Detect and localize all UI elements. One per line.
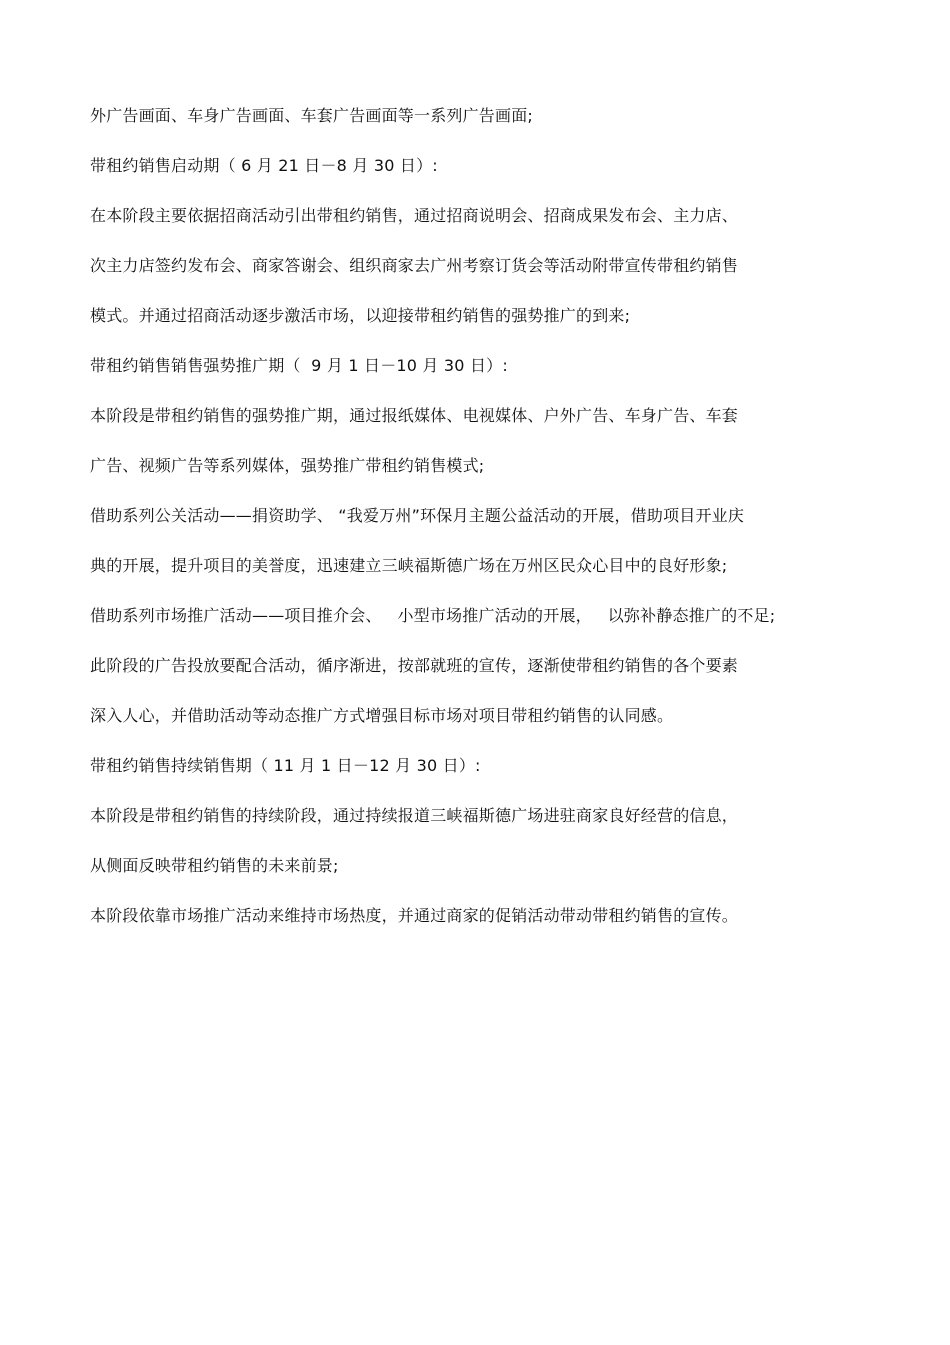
paragraph-line: 本阶段是带租约销售的强势推广期，通过报纸媒体、电视媒体、户外广告、车身广告、车套 xyxy=(90,406,739,425)
paragraph-line: 在本阶段主要依据招商活动引出带租约销售，通过招商说明会、招商成果发布会、主力店、 xyxy=(90,206,739,225)
section-heading-sustained-phase: 带租约销售持续销售期（ 11 月 1 日－12 月 30 日）: xyxy=(90,756,481,775)
paragraph-line: 借助系列市场推广活动——项目推介会、 小型市场推广活动的开展， 以弥补静态推广的不足; xyxy=(90,606,776,625)
paragraph-line: 借助系列公关活动——捐资助学、 “我爱万州”环保月主题公益活动的开展，借助项目开业庆 xyxy=(90,506,745,525)
paragraph-line: 此阶段的广告投放要配合活动，循序渐进，按部就班的宣传，逐渐使带租约销售的各个要素 xyxy=(90,656,739,675)
paragraph-line: 本阶段是带租约销售的持续阶段，通过持续报道三峡福斯德广场进驻商家良好经营的信息， xyxy=(90,806,739,825)
paragraph-line: 广告、视频广告等系列媒体，强势推广带租约销售模式; xyxy=(90,456,485,475)
section-heading-promotion-phase: 带租约销售销售强势推广期（ 9 月 1 日－10 月 30 日）: xyxy=(90,356,508,375)
paragraph-line: 模式。并通过招商活动逐步激活市场，以迎接带租约销售的强势推广的到来; xyxy=(90,306,631,325)
paragraph-line: 深入人心，并借助活动等动态推广方式增强目标市场对项目带租约销售的认同感。 xyxy=(90,706,674,725)
paragraph-line: 次主力店签约发布会、商家答谢会、组织商家去广州考察订货会等活动附带宣传带租约销售 xyxy=(90,256,739,275)
paragraph-line: 从侧面反映带租约销售的未来前景; xyxy=(90,856,339,875)
paragraph-line: 典的开展，提升项目的美誉度，迅速建立三峡福斯德广场在万州区民众心目中的良好形象; xyxy=(90,556,728,575)
paragraph-line: 外广告画面、车身广告画面、车套广告画面等一系列广告画面; xyxy=(90,106,533,125)
section-heading-launch-phase: 带租约销售启动期（ 6 月 21 日－8 月 30 日）: xyxy=(90,156,438,175)
paragraph-line: 本阶段依靠市场推广活动来维持市场热度，并通过商家的促销活动带动带租约销售的宣传。 xyxy=(90,906,739,925)
